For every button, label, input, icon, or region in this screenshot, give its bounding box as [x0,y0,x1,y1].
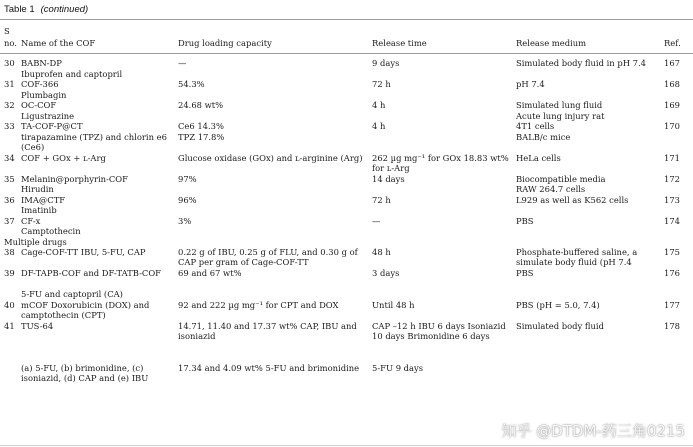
drug-loading-cell: TPZ 17.8% [178,131,225,142]
release-time-cell: 14 days [372,173,405,184]
cof-name-cell: Ibuprofen and captopril [21,68,123,79]
row-number-cell: 40 [4,299,15,310]
cof-name-cell: Melanin@porphyrin-COF [21,173,128,184]
row-number-cell: 35 [4,173,15,184]
reference-cell: 170 [664,121,680,131]
cof-name-cell: IMA@CTF [21,194,66,205]
release-medium-cell: Simulated lung fluid [516,100,603,110]
cof-name-cell: (a) 5-FU, (b) brimonidine, (c) isoniazid, (d) CAP and (e) IBU [21,362,149,383]
cof-name-cell: Ligustrazine [21,110,75,121]
release-time-cell: 9 days [372,58,400,68]
release-time-cell: 3 days [372,268,400,278]
drug-loading-cell: 54.3% [178,79,205,89]
header-no: no. [4,38,17,48]
reference-cell: 175 [664,247,680,257]
continued-note: (continued) [40,4,89,15]
table-row [0,69,693,80]
data-table [0,58,693,384]
table-row [0,184,693,195]
release-time-cell: 4 h [372,121,386,131]
table-row [0,300,693,321]
cof-name-cell: tirapazamine (TPZ) and chlorin e6 (Ce6) [21,131,167,152]
drug-loading-cell: Glucose oxidase (GOx) and ʟ-arginine (Arg) [178,152,363,163]
cof-name-cell: Camptothecin [21,226,81,236]
release-medium-cell: PBS (pH = 5.0, 7.4) [516,299,600,310]
row-number-cell: 37 [4,215,15,226]
table-row [0,132,693,153]
header-drug-loading: Drug loading capacity [178,38,272,48]
release-medium-cell: Biocompatible media [516,173,606,184]
cof-name-cell: OC-COF [21,100,57,110]
cof-name-cell: Hirudin [21,184,54,194]
cof-name-cell: TUS-64 [21,320,54,331]
release-medium-cell: Acute lung injury rat [516,110,605,121]
table-row [0,226,693,237]
table-row [0,195,693,206]
bottom-rule [0,445,693,446]
table-row [0,321,693,363]
row-number-cell: 30 [4,58,15,68]
release-time-cell: 4 h [372,100,386,110]
release-time-cell: CAP –12 h IBU 6 days Isoniazid 10 days Brimonidine 6 days [372,320,506,341]
reference-cell: 177 [664,299,680,310]
header-release-medium: Release medium [516,38,587,48]
release-medium-cell: PBS [516,268,534,278]
reference-cell: 173 [664,194,680,205]
drug-loading-cell: 97% [178,173,197,184]
reference-cell: 171 [664,152,680,163]
drug-loading-cell: 96% [178,194,197,205]
cof-name-cell: 5-FU and captopril (CA) [21,289,123,299]
release-time-cell: — [372,215,381,226]
reference-cell: 167 [664,58,680,68]
header-rule [0,53,693,54]
release-time-cell: 262 µg mg⁻¹ for GOx 18.83 wt% for ʟ-Arg [372,152,509,173]
release-time-cell: 72 h [372,194,391,205]
header-name: Name of the COF [21,38,96,48]
release-time-cell: 72 h [372,79,391,89]
cof-name-cell: Cage-COF-TT IBU, 5-FU, CAP [21,247,146,257]
cof-name-cell: CF-x [21,215,41,226]
release-medium-cell: PBS [516,215,534,226]
table-row [0,153,693,174]
release-medium-cell: HeLa cells [516,152,561,163]
release-medium-cell: 4T1 cells [516,121,555,131]
table-row [0,111,693,122]
table-row [0,363,693,384]
table-row [0,289,693,300]
drug-loading-cell: — [178,58,187,68]
reference-cell: 176 [664,268,680,278]
reference-cell: 172 [664,173,680,184]
header-ref: Ref. [664,38,681,48]
cof-name-cell: Imatinib [21,205,57,215]
row-number-cell: 33 [4,121,15,131]
row-number-cell: 39 [4,268,15,278]
table-label: Table 1 [4,4,35,15]
header-s: S [4,26,10,36]
release-medium-cell: L929 as well as K562 cells [516,194,629,205]
row-number-cell: 41 [4,320,15,331]
release-time-cell: Until 48 h [372,299,415,310]
table-row [0,58,693,69]
release-medium-cell: Phosphate-buffered saline, a simulate body fluid (pH 7.4 [516,247,638,267]
table-caption [4,2,88,18]
table-row [0,174,693,185]
row-number-cell: 32 [4,100,15,110]
drug-loading-cell: Ce6 14.3% [178,121,224,131]
cof-name-cell: mCOF Doxorubicin (DOX) and camptothecin (CPT) [21,299,150,320]
cof-name-cell: BABN-DP [21,58,62,68]
table-row [0,90,693,101]
row-number-cell: 36 [4,194,15,205]
drug-loading-cell: 0.22 g of IBU, 0.25 g of FLU, and 0.30 g of CAP per gram of Cage-COF-TT [178,247,358,267]
caption-rule [0,19,693,20]
group-label: Multiple drugs [4,236,67,247]
drug-loading-cell: 3% [178,215,192,226]
cof-name-cell: Plumbagin [21,89,67,100]
release-time-cell: 48 h [372,247,391,257]
reference-cell: 169 [664,100,680,110]
table-row [0,216,693,227]
drug-loading-cell: 17.34 and 4.09 wt% 5-FU and brimonidine [178,362,360,373]
row-number-cell: 31 [4,79,15,89]
table-row [0,247,693,268]
release-time-cell: 5-FU 9 days [372,362,424,373]
drug-loading-cell: 92 and 222 µg mg⁻¹ for CPT and DOX [178,299,339,310]
reference-cell: 168 [664,79,680,89]
table-row [0,121,693,132]
drug-loading-cell: 69 and 67 wt% [178,268,242,278]
table-row [0,79,693,90]
release-medium-cell: Simulated body fluid in pH 7.4 [516,58,646,68]
release-medium-cell: BALB/c mice [516,131,571,142]
release-medium-cell: Simulated body fluid [516,320,604,331]
row-number-cell: 34 [4,152,15,163]
table-row [0,268,693,289]
cof-name-cell: TA-COF-P@CT [21,121,83,131]
watermark: 知乎 @DTDM-药三角0215 [501,422,685,440]
reference-cell: 174 [664,215,680,226]
row-number-cell: 38 [4,247,15,257]
group-row [0,237,693,248]
cof-name-cell: DF-TAPB-COF and DF-TATB-COF [21,268,161,278]
cof-name-cell: COF-366 [21,79,59,89]
header-release-time: Release time [372,38,427,48]
drug-loading-cell: 14.71, 11.40 and 17.37 wt% CAP, IBU and isoniazid [178,320,357,341]
table-row [0,205,693,216]
cof-name-cell: COF + GOx + ʟ-Arg [21,152,106,163]
reference-cell: 178 [664,320,680,331]
table-row [0,100,693,111]
release-medium-cell: pH 7.4 [516,79,545,89]
release-medium-cell: RAW 264.7 cells [516,184,586,194]
drug-loading-cell: 24.68 wt% [178,100,224,110]
